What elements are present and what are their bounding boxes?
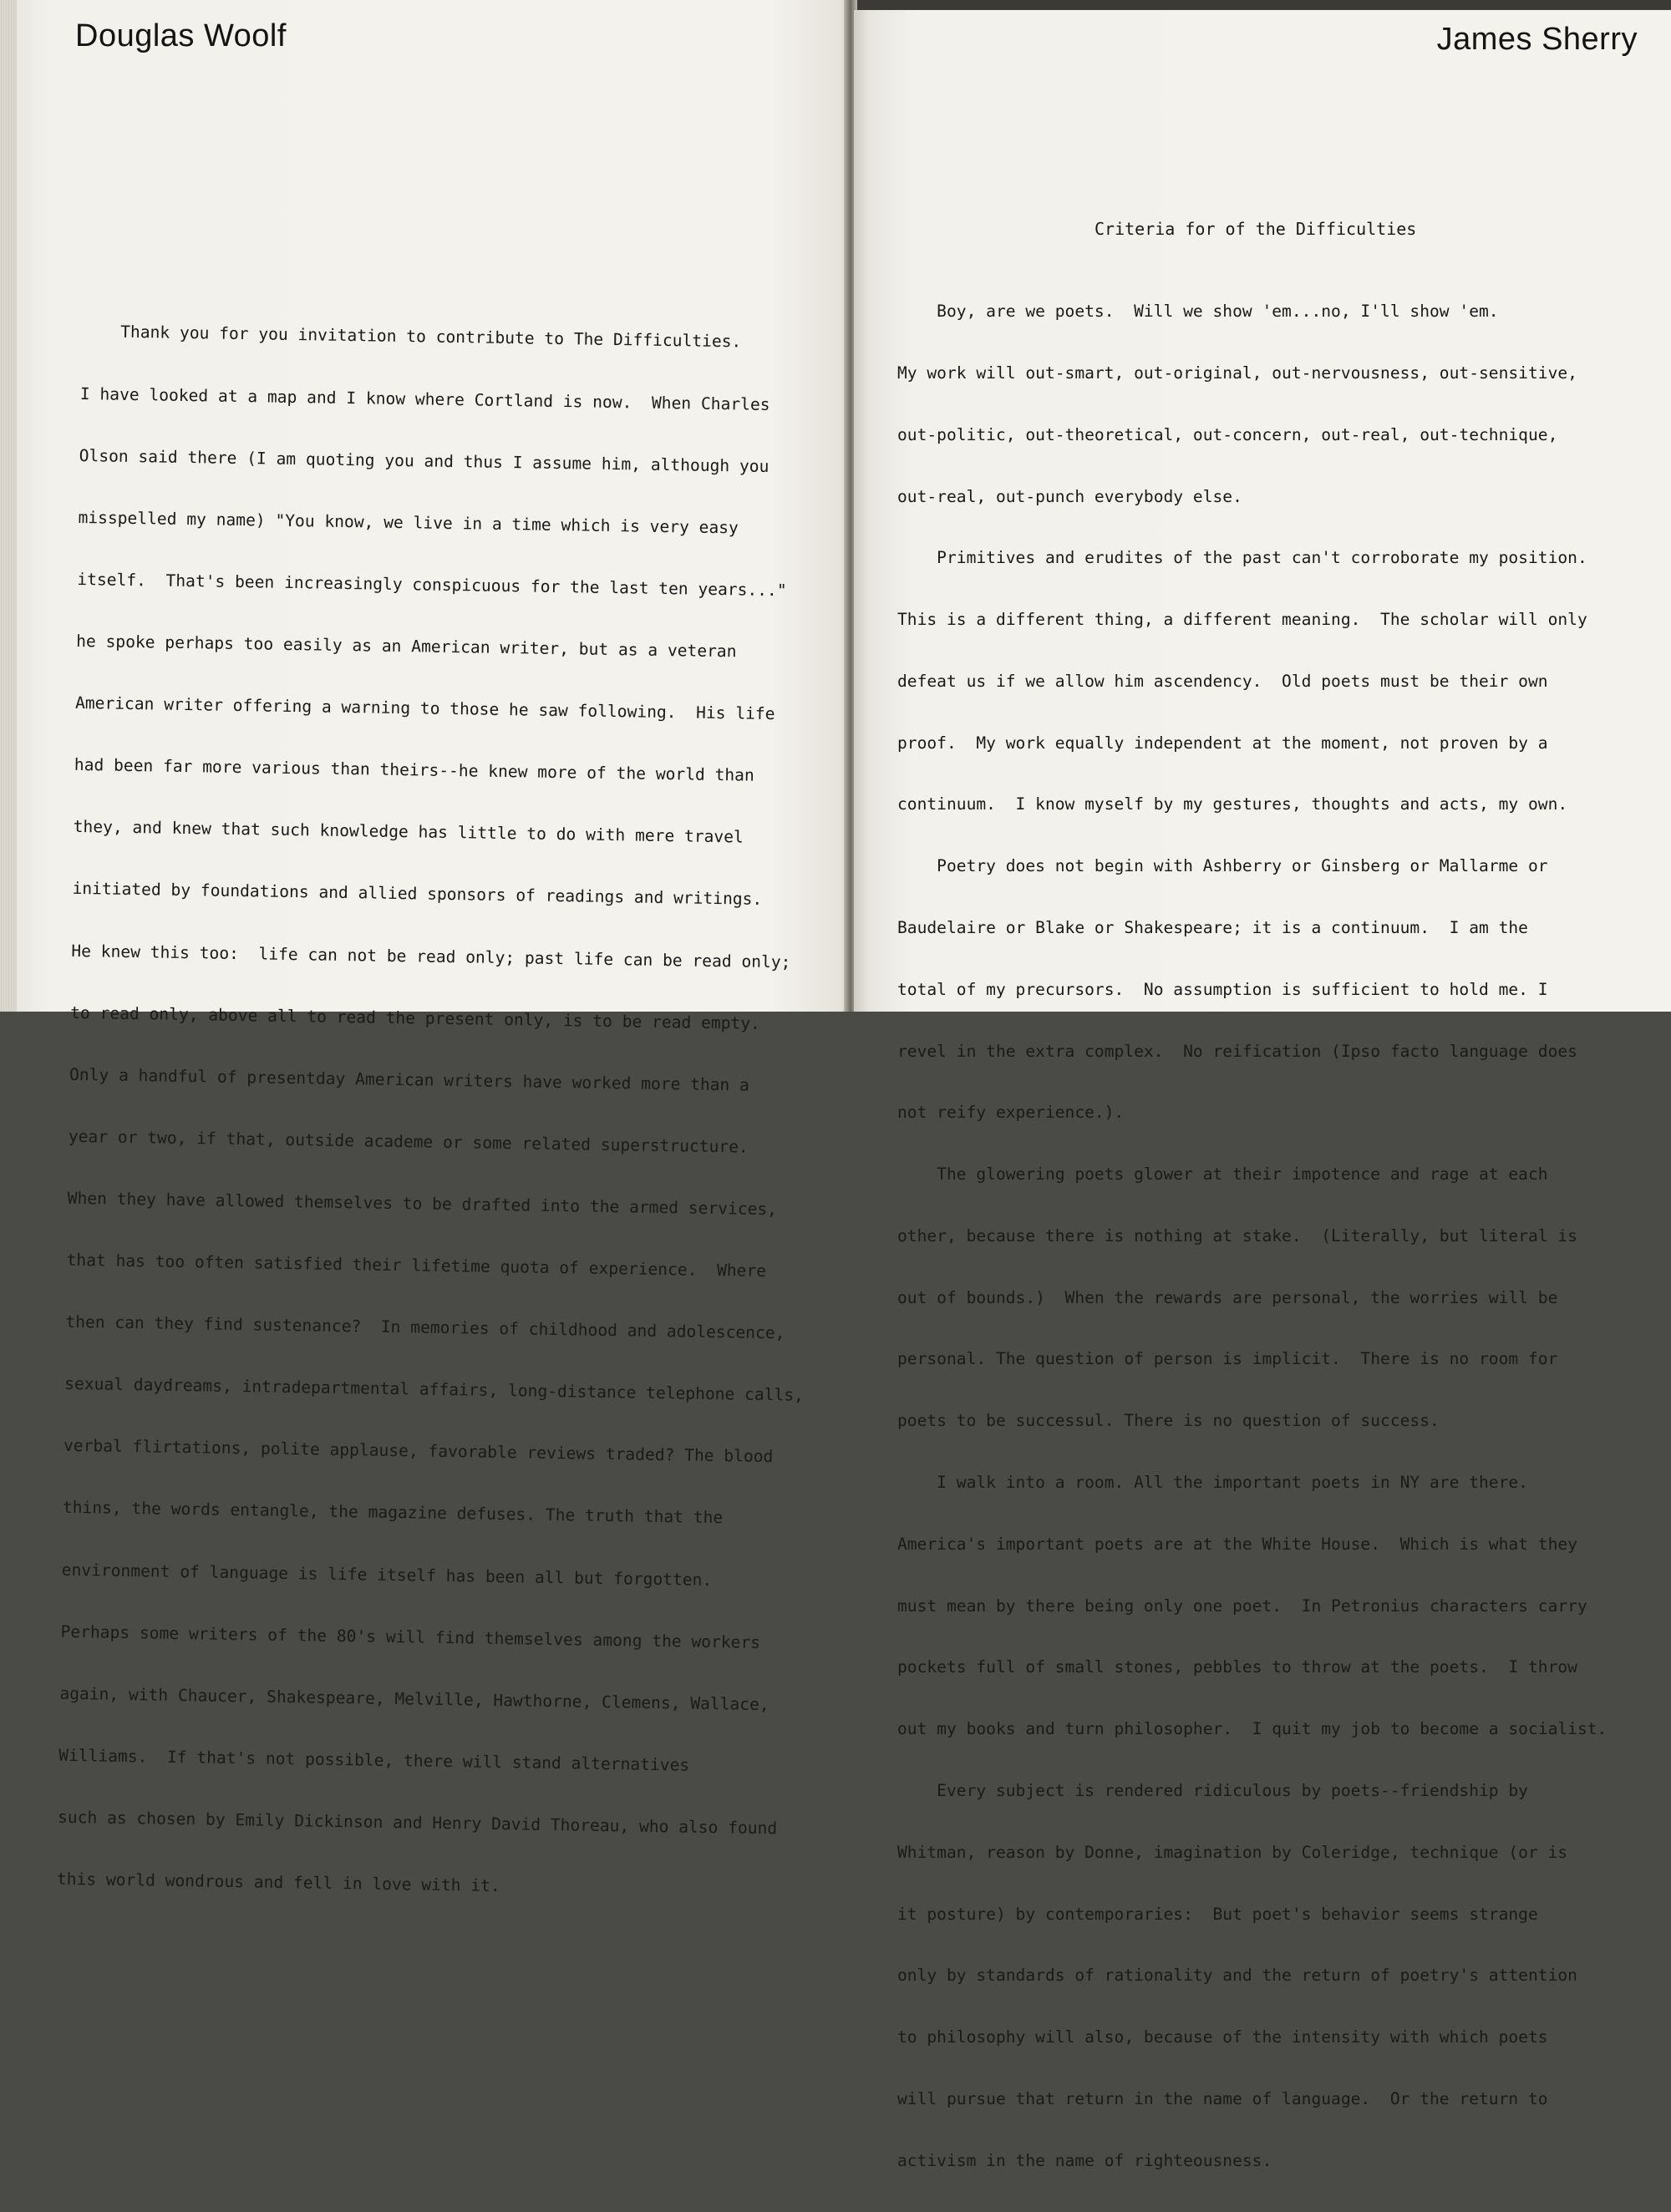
text-line: total of my precursors. No assumption is sufficient to hold me. I — [897, 979, 1548, 999]
text-line: Primitives and erudites of the past can't corroborate my position. — [897, 548, 1587, 568]
text-line: Baudelaire or Blake or Shakespeare; it is a continuum. I am the — [897, 918, 1528, 937]
text-line: revel in the extra complex. No reification (Ipso facto language does — [897, 1041, 1577, 1061]
text-line: I have looked at a map and I know where Cortland is now. When Charles — [79, 383, 770, 414]
text-line: Poetry does not begin with Ashberry or Ginsberg or Mallarme or — [897, 856, 1548, 876]
text-line: proof. My work equally independent at the moment, not proven by a — [897, 733, 1548, 753]
text-line: out-politic, out-theoretical, out-concern, out-real, out-technique, — [897, 424, 1558, 444]
text-line: he spoke perhaps too easily as an American writer, but as a veteran — [76, 631, 737, 662]
text-line: out-real, out-punch everybody else. — [897, 486, 1242, 506]
text-line: defeat us if we allow him ascendency. Old poets must be their own — [897, 671, 1548, 691]
text-line: He knew this too: life can not be read only; past life can be read only; — [71, 941, 791, 972]
text-line: it posture) by contemporaries: But poet's behavior seems strange — [897, 1904, 1538, 1924]
text-line: personal. The question of person is implicit. There is no room for — [897, 1349, 1558, 1369]
left-page-body — [56, 281, 821, 1943]
text-line: Boy, are we poets. Will we show 'em...no, I'll show 'em. — [897, 302, 1499, 322]
text-line: This is a different thing, a different meaning. The scholar will only — [897, 610, 1587, 630]
right-page-body — [897, 261, 1607, 2212]
text-line: environment of language is life itself has been all but forgotten. — [61, 1560, 713, 1590]
text-line: Perhaps some writers of the 80's will find themselves among the workers — [60, 1621, 761, 1652]
text-line: will pursue that return in the name of language. Or the return to — [897, 2088, 1548, 2108]
text-line: again, with Chaucer, Shakespeare, Melville, Hawthorne, Clemens, Wallace, — [59, 1683, 769, 1714]
text-line: Thank you for you invitation to contribute to The Difficulties. — [80, 322, 742, 352]
text-line: such as chosen by Emily Dickinson and Henry David Thoreau, who also found — [57, 1807, 778, 1839]
text-line: this world wondrous and fell in love with it. — [56, 1869, 500, 1896]
text-line: to philosophy will also, because of the intensity with which poets — [897, 2027, 1548, 2047]
text-line: Every subject is rendered ridiculous by poets--friendship by — [897, 1780, 1528, 1800]
text-line: verbal flirtations, polite applause, favorable reviews traded? The blood — [63, 1436, 774, 1467]
text-line: American writer offering a warning to those he saw following. His life — [74, 693, 775, 724]
text-line: itself. That's been increasingly conspicuous for the last ten years..." — [77, 569, 787, 601]
text-line: must mean by there being only one poet. In Petronius characters carry — [897, 1596, 1587, 1616]
text-line: America's important poets are at the White House. Which is what they — [897, 1534, 1577, 1554]
text-line: I walk into a room. All the important poets in NY are there. — [897, 1473, 1528, 1493]
left-page-author: Douglas Woolf — [75, 18, 287, 53]
text-line: only by standards of rationality and the return of poetry's attention — [897, 1966, 1577, 1986]
text-line: not reify experience.). — [897, 1103, 1125, 1123]
text-line: Olson said there (I am quoting you and thus I assume him, although you — [79, 445, 769, 476]
text-line: Williams. If that's not possible, there will stand alternatives — [58, 1745, 690, 1775]
text-line: Whitman, reason by Donne, imagination by Coleridge, technique (or is — [897, 1842, 1568, 1862]
text-line: When they have allowed themselves to be drafted into the armed services, — [67, 1188, 778, 1220]
text-line: pockets full of small stones, pebbles to throw at the poets. I throw — [897, 1657, 1577, 1677]
text-line: continuum. I know myself by my gestures, thoughts and acts, my own. — [897, 794, 1568, 814]
text-line: Only a handful of presentday American writers have worked more than a — [69, 1064, 750, 1095]
text-line: activism in the name of righteousness. — [897, 2150, 1272, 2170]
text-line: sexual daydreams, intradepartmental affairs, long-distance telephone calls, — [64, 1374, 805, 1405]
text-line: out of bounds.) When the rewards are personal, the worries will be — [897, 1287, 1558, 1307]
left-page — [15, 0, 851, 1896]
text-line: year or two, if that, outside academe or some related superstructure. — [68, 1126, 749, 1157]
text-line: My work will out-smart, out-original, out-nervousness, out-sensitive, — [897, 363, 1577, 383]
text-line: poets to be successul. There is no question of success. — [897, 1411, 1440, 1431]
page-edges — [0, 0, 17, 1012]
right-page-author: James Sherry — [1436, 22, 1638, 57]
text-line: thins, the words entangle, the magazine defuses. The truth that the — [62, 1498, 724, 1528]
text-line: out my books and turn philosopher. I quit my job to become a socialist. — [897, 1719, 1608, 1739]
article-title: Criteria for of the Difficulties — [1095, 219, 1417, 239]
text-line: The glowering poets glower at their impotence and rage at each — [897, 1164, 1548, 1185]
right-page — [854, 10, 1671, 2170]
text-line: they, and knew that such knowledge has little to do with mere travel — [73, 817, 744, 847]
text-line: to read only, above all to read the present only, is to be read empty. — [70, 1002, 761, 1033]
text-line: had been far more various than theirs--he knew more of the world than — [74, 755, 754, 785]
text-line: other, because there is nothing at stake. (Literally, but literal is — [897, 1225, 1577, 1246]
text-line: initiated by foundations and allied sponsors of readings and writings. — [72, 879, 763, 910]
text-line: then can they find sustenance? In memories of childhood and adolescence, — [65, 1312, 785, 1343]
text-line: that has too often satisfied their lifetime quota of experience. Where — [66, 1250, 767, 1281]
text-line: misspelled my name) "You know, we live in a time which is very easy — [78, 507, 739, 538]
